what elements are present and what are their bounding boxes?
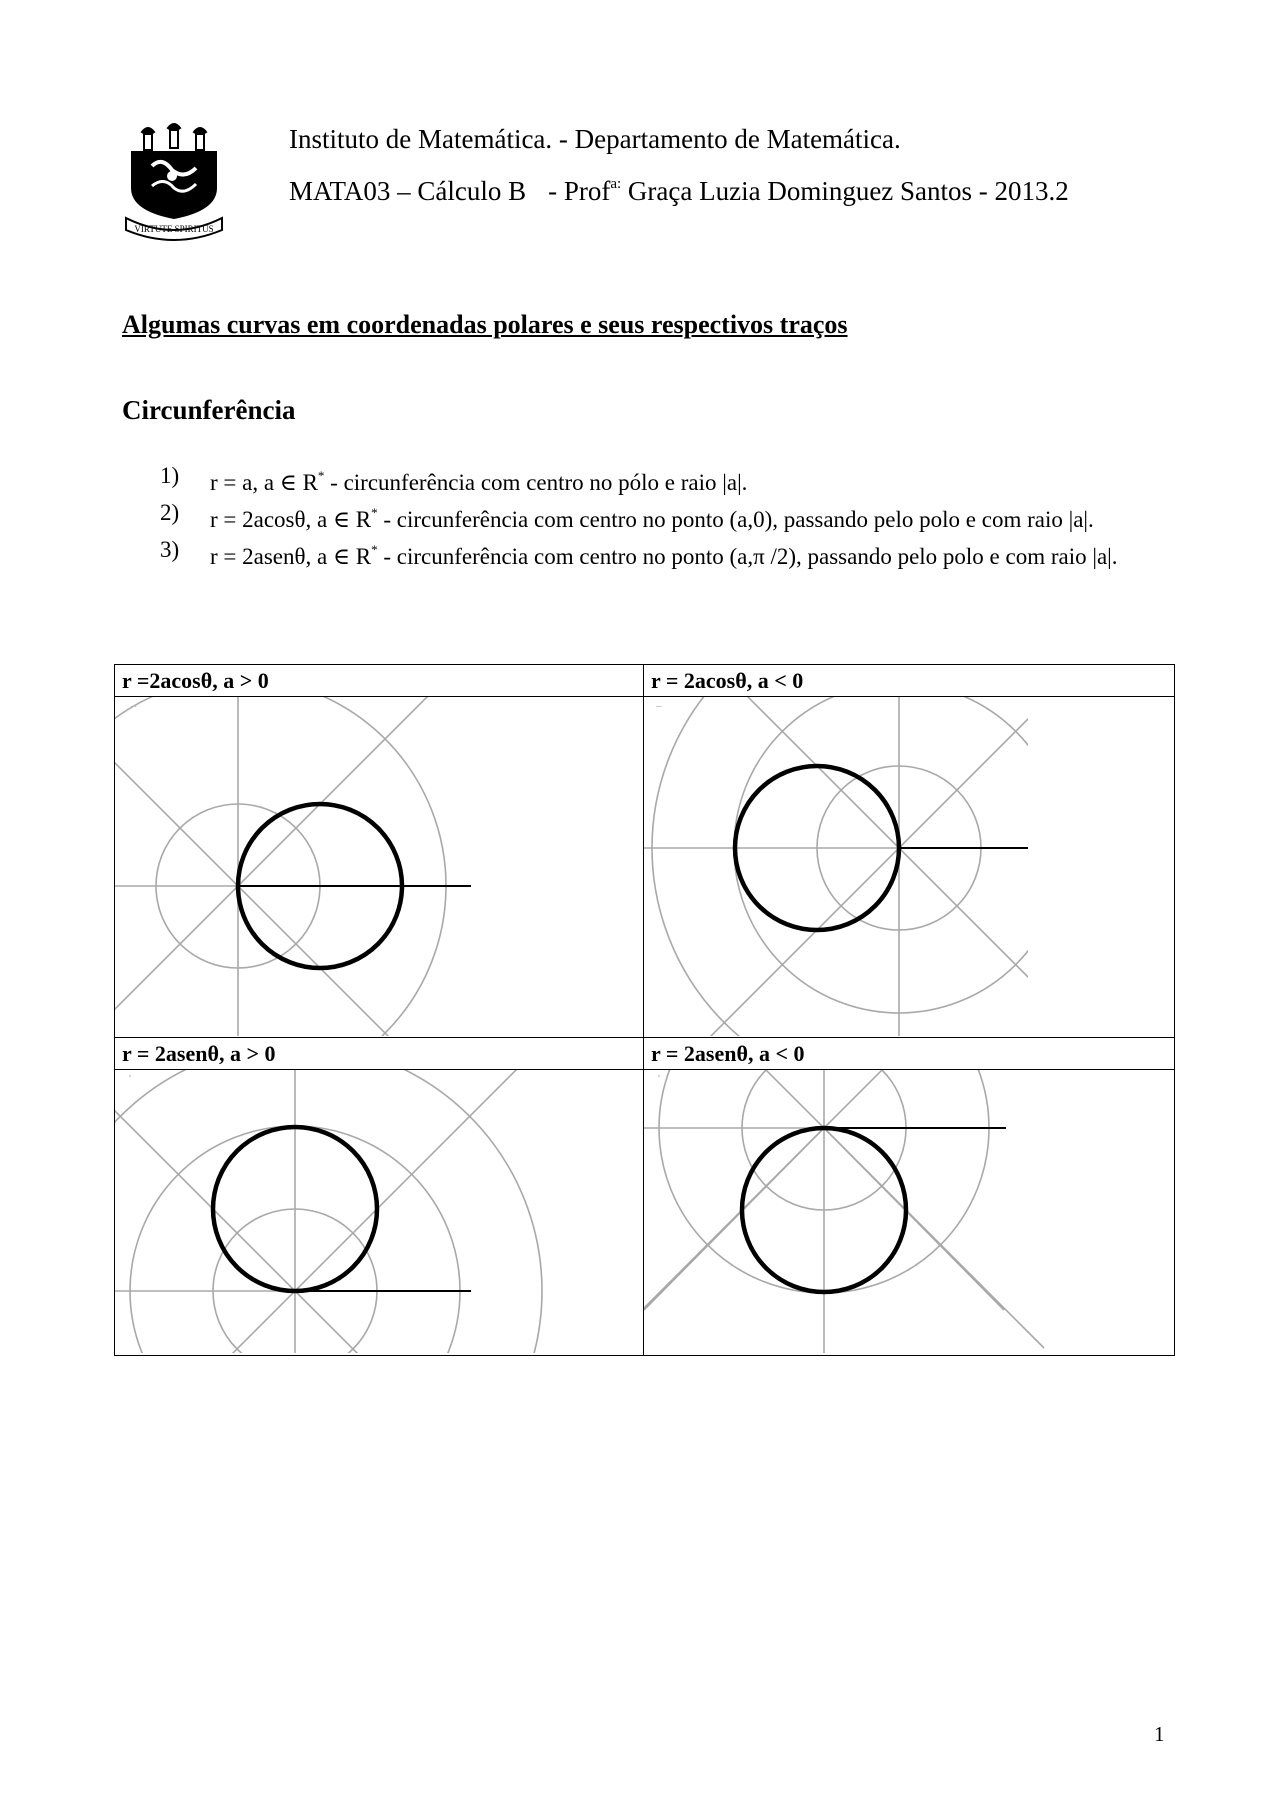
page-number: 1	[1154, 1722, 1165, 1746]
item-sup: *	[317, 468, 325, 483]
grid-diagonal-45	[644, 1070, 944, 1353]
page-title: Algumas curvas em coordenadas polares e seus respectivos traços	[122, 310, 848, 339]
list-item	[160, 498, 1170, 535]
graph-label: r =2acosθ, a > 0	[115, 665, 643, 697]
item-equation: r = a, a ∈ R	[210, 470, 318, 495]
graph-cell-sin-negative	[644, 1038, 1174, 1355]
polar-plot-cos-positive	[115, 697, 642, 1036]
header-institute: Instituto de Matemática. - Departamento de Matemática.	[289, 124, 901, 154]
grid-diagonal-135	[115, 697, 461, 1036]
item-number: 1)	[160, 463, 180, 488]
item-equation: r = 2asenθ, a ∈ R	[210, 544, 372, 569]
grid-circle-outer	[115, 1070, 542, 1353]
graph-label: r = 2acosθ, a < 0	[644, 665, 1174, 697]
item-number: 3)	[160, 537, 180, 562]
grid-circle-outer	[115, 697, 446, 1036]
professor-name-semester: Graça Luzia Dominguez Santos - 2013.2	[627, 176, 1069, 206]
grid-diagonal-135	[704, 1070, 1044, 1348]
university-crest-logo	[122, 122, 226, 244]
item-list	[160, 461, 1170, 572]
polar-plot-sin-positive	[115, 1070, 642, 1353]
course-name: MATA03 – Cálculo B	[289, 176, 527, 206]
grid-diagonal-45	[115, 1070, 525, 1353]
item-sup: *	[371, 505, 378, 520]
plot-tick: –	[656, 700, 662, 712]
graphs-table	[114, 664, 1175, 1356]
grid-diagonal-45	[115, 697, 461, 1036]
item-description: - circunferência com centro no ponto (a,0), passando pelo polo e com raio |a|.	[377, 507, 1094, 532]
graph-cell-cos-negative	[644, 665, 1174, 1038]
item-description: - circunferência com centro no ponto (a,π /2), passando pelo polo e com raio |a|.	[377, 544, 1118, 569]
polar-plot-sin-negative	[644, 1070, 1172, 1353]
graph-label: r = 2asenθ, a < 0	[644, 1038, 1174, 1070]
plot-tick: '	[658, 1073, 660, 1085]
professor-prefix-sup: a:	[610, 176, 622, 192]
item-description: - circunferência com centro no pólo e raio |a|.	[324, 470, 748, 495]
professor-prefix: - Prof	[548, 176, 611, 206]
list-item	[160, 535, 1170, 572]
logo-motto: VIRTUTE SPIRITUS	[134, 224, 214, 234]
polar-plot-cos-negative	[644, 697, 1172, 1036]
grid-diagonal-45	[644, 697, 1104, 1036]
header-course-line	[289, 176, 1069, 207]
graph-cell-sin-positive	[115, 1038, 644, 1355]
item-equation: r = 2acosθ, a ∈ R	[210, 507, 372, 532]
item-number: 2)	[160, 500, 180, 525]
graph-label: r = 2asenθ, a > 0	[115, 1038, 643, 1070]
graph-cell-cos-positive	[115, 665, 644, 1038]
plot-tick: '	[129, 1073, 131, 1085]
section-heading: Circunferência	[122, 395, 296, 425]
item-sup: *	[371, 542, 378, 557]
plot-tick: –	[131, 700, 137, 712]
list-item	[160, 461, 1170, 498]
grid-diagonal-135	[115, 1070, 525, 1353]
